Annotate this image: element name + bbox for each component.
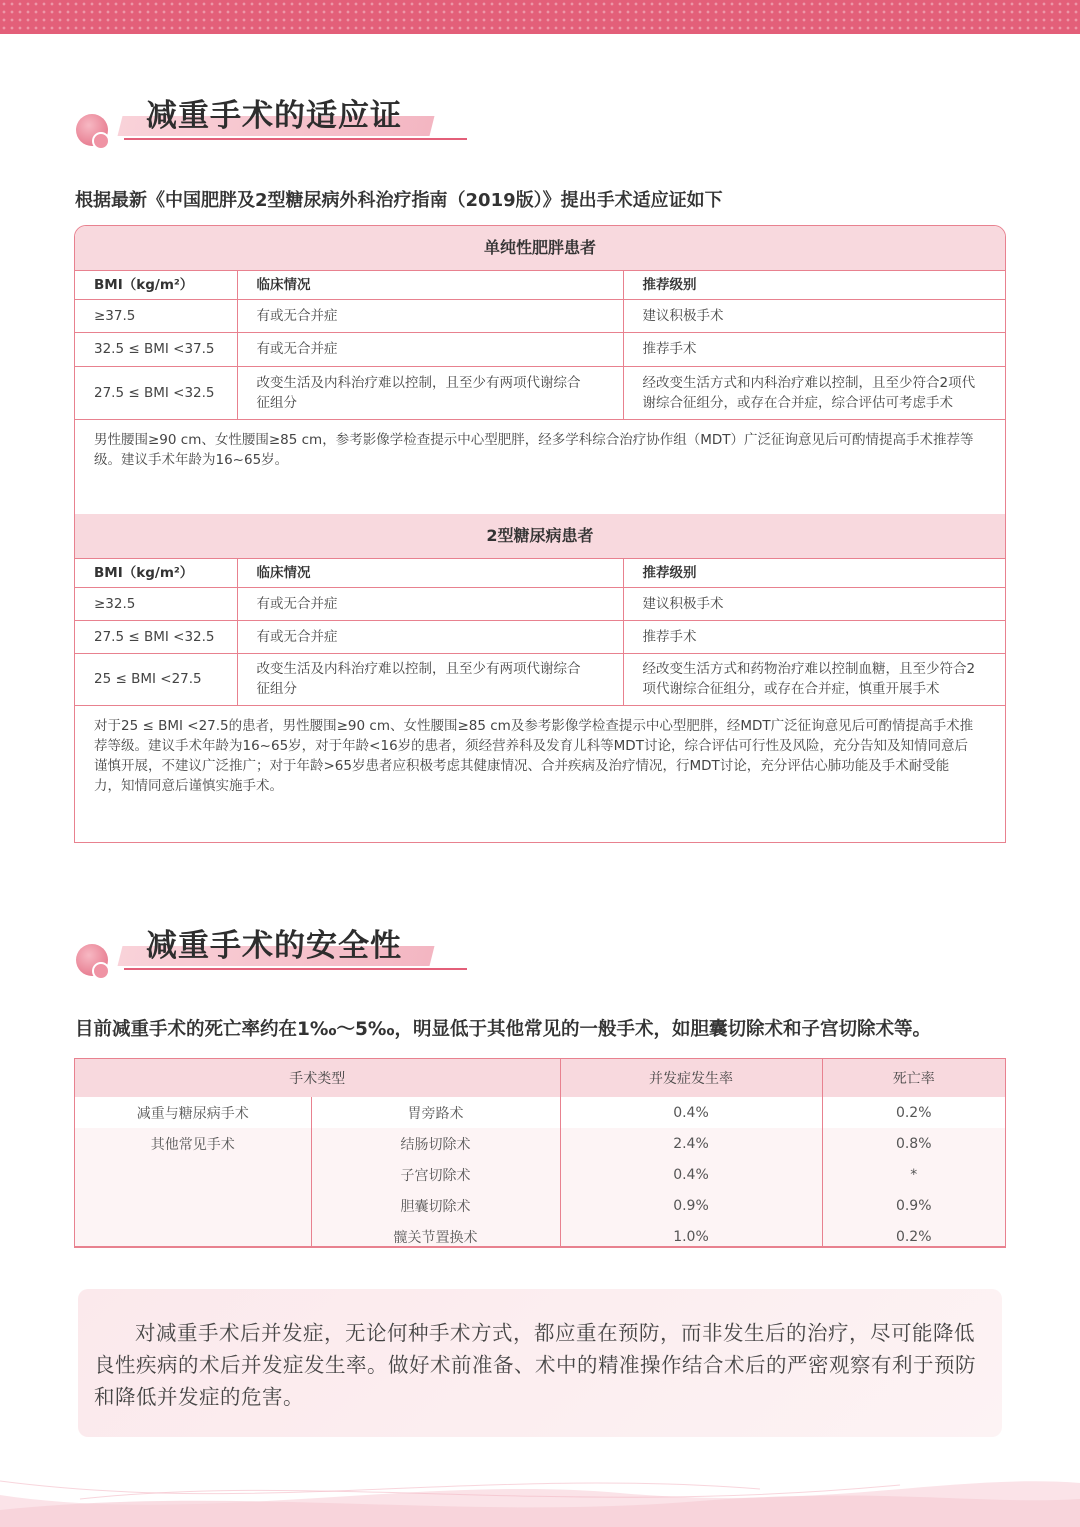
callout-text: 对减重手术后并发症，无论何种手术方式，都应重在预防，而非发生后的治疗，尽可能降低良性疾病的术后并发症发生率。做好术前准备、术中的精准操作结合术后的严密观察有利于预防和降低并发症的危害。 xyxy=(94,1321,976,1409)
bmi-cell: 27.5 ≤ BMI <32.5 xyxy=(75,366,237,419)
bmi-cell: ≥32.5 xyxy=(75,587,237,620)
procedure-cell: 髋关节置换术 xyxy=(311,1221,560,1248)
table-row xyxy=(75,587,1005,620)
bmi-cell: 32.5 ≤ BMI <37.5 xyxy=(75,332,237,366)
group-header-row xyxy=(75,514,1005,558)
table-row xyxy=(75,620,1005,653)
level-cell: 建议积极手术 xyxy=(623,587,1005,620)
safety-intro: 目前减重手术的死亡率约在1‰～5‰，明显低于其他常见的一般手术，如胆囊切除术和子宫切除术等。 xyxy=(75,1019,932,1040)
column-header-level: 推荐级别 xyxy=(623,270,1005,299)
table-row xyxy=(75,1190,1005,1221)
complication-cell: 0.4% xyxy=(560,1097,822,1128)
bmi-cell: 27.5 ≤ BMI <32.5 xyxy=(75,620,237,653)
clinical-cell: 有或无合并症 xyxy=(237,620,623,653)
clinical-cell: 有或无合并症 xyxy=(237,299,623,332)
table-row xyxy=(75,366,1005,419)
column-header-row xyxy=(75,558,1005,587)
group-title: 单纯性肥胖患者 xyxy=(75,226,1005,270)
clinical-cell: 改变生活及内科治疗难以控制，且至少有两项代谢综合征组分 xyxy=(237,653,623,705)
table-row xyxy=(75,1159,1005,1190)
group-note: 男性腰围≥90 cm、女性腰围≥85 cm，参考影像学检查提示中心型肥胖，经多学科综合治疗协作组（MDT）广泛征询意见后可酌情提高手术推荐等级。建议手术年龄为16~65岁。 xyxy=(94,431,974,468)
category-cell: 其他常见手术 xyxy=(75,1128,311,1159)
indications-table xyxy=(74,225,1006,843)
note-row xyxy=(75,419,1005,514)
section-title: 减重手术的适应证 xyxy=(146,98,402,134)
procedure-cell: 胆囊切除术 xyxy=(311,1190,560,1221)
table-row xyxy=(75,1097,1005,1128)
heading-bullet-dot-icon xyxy=(92,962,110,980)
section-title: 减重手术的安全性 xyxy=(146,928,402,964)
category-cell xyxy=(75,1190,311,1221)
section-heading-safety xyxy=(72,926,472,986)
column-header-type: 手术类型 xyxy=(75,1059,560,1097)
complication-cell: 0.4% xyxy=(560,1159,822,1190)
heading-underline xyxy=(124,138,467,140)
table-row xyxy=(75,1128,1005,1159)
procedure-cell: 胃旁路术 xyxy=(311,1097,560,1128)
group-note: 对于25 ≤ BMI <27.5的患者，男性腰围≥90 cm、女性腰围≥85 cm及参考影像学检查提示中心型肥胖，经MDT广泛征询意见后可酌情提高手术推荐等级。建议手术年龄为16~65岁，对于年龄<16岁的患者，须经营养科及发育儿科等MDT讨论，综合评估可行性及风险，充分告知及知情同意后谨慎开展，不建议广泛推广；对于年龄>65岁患者应积极考虑其健康情况、合并疾病及治疗情况，行MDT讨论，充分评估心肺功能及手术耐受能力，知情同意后谨慎实施手术。 xyxy=(94,717,974,794)
clinical-cell: 有或无合并症 xyxy=(237,587,623,620)
level-cell: 经改变生活方式和药物治疗难以控制血糖，且至少符合2项代谢综合征组分，或存在合并症，慎重开展手术 xyxy=(623,653,1005,705)
table-row xyxy=(75,299,1005,332)
bmi-cell: 25 ≤ BMI <27.5 xyxy=(75,653,237,705)
column-header-mortality: 死亡率 xyxy=(822,1059,1005,1097)
column-header-clinical: 临床情况 xyxy=(237,270,623,299)
table-row xyxy=(75,653,1005,705)
bmi-cell: ≥37.5 xyxy=(75,299,237,332)
mortality-cell: 0.2% xyxy=(822,1097,1005,1128)
mortality-cell: * xyxy=(822,1159,1005,1190)
level-cell: 推荐手术 xyxy=(623,620,1005,653)
category-cell xyxy=(75,1221,311,1248)
level-cell: 经改变生活方式和内科治疗难以控制，且至少符合2项代谢综合征组分，或存在合并症，综合评估可考虑手术 xyxy=(623,366,1005,419)
note-row xyxy=(75,705,1005,835)
column-header-row xyxy=(75,270,1005,299)
section-heading-indications xyxy=(72,96,472,156)
column-header-clinical: 临床情况 xyxy=(237,558,623,587)
column-header-bmi: BMI（kg/m²） xyxy=(75,270,237,299)
mortality-cell: 0.8% xyxy=(822,1128,1005,1159)
safety-header-row xyxy=(75,1059,1005,1097)
mortality-cell: 0.2% xyxy=(822,1221,1005,1248)
column-header-level: 推荐级别 xyxy=(623,558,1005,587)
clinical-cell: 改变生活及内科治疗难以控制，且至少有两项代谢综合征组分 xyxy=(237,366,623,419)
table-row xyxy=(75,1221,1005,1248)
complication-cell: 2.4% xyxy=(560,1128,822,1159)
top-decorative-band xyxy=(0,0,1080,34)
column-header-bmi: BMI（kg/m²） xyxy=(75,558,237,587)
category-cell xyxy=(75,1159,311,1190)
heading-underline xyxy=(124,968,467,970)
procedure-cell: 结肠切除术 xyxy=(311,1128,560,1159)
level-cell: 建议积极手术 xyxy=(623,299,1005,332)
safety-table xyxy=(74,1058,1006,1248)
procedure-cell: 子宫切除术 xyxy=(311,1159,560,1190)
mortality-cell: 0.9% xyxy=(822,1190,1005,1221)
complication-cell: 0.9% xyxy=(560,1190,822,1221)
group-title: 2型糖尿病患者 xyxy=(75,514,1005,558)
complication-cell: 1.0% xyxy=(560,1221,822,1248)
level-cell: 推荐手术 xyxy=(623,332,1005,366)
category-cell: 减重与糖尿病手术 xyxy=(75,1097,311,1128)
bottom-wave-decoration xyxy=(0,1455,1080,1527)
table-row xyxy=(75,332,1005,366)
column-header-complication: 并发症发生率 xyxy=(560,1059,822,1097)
heading-bullet-dot-icon xyxy=(92,132,110,150)
group-header-row xyxy=(75,226,1005,270)
indications-intro: 根据最新《中国肥胖及2型糖尿病外科治疗指南（2019版）》提出手术适应证如下 xyxy=(75,190,723,211)
callout-box xyxy=(78,1289,1002,1437)
clinical-cell: 有或无合并症 xyxy=(237,332,623,366)
